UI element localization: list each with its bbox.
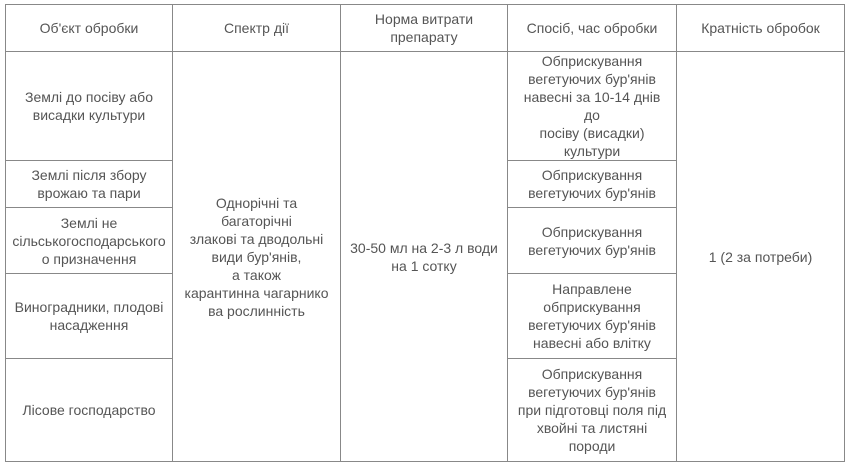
object-cell: Землі не сільськогосподарського о призначення: [6, 208, 173, 274]
usage-table: [5, 4, 845, 462]
object-cell: Лісове господарство: [6, 359, 173, 462]
header-method: Спосіб, час обробки: [508, 5, 677, 52]
method-cell: Направлене обприскування вегетуючих бур'янів навесні або влітку: [508, 274, 677, 359]
frequency-cell: 1 (2 за потреби): [677, 52, 845, 462]
method-cell: Обприскування вегетуючих бур'янів: [508, 208, 677, 274]
header-rate: Норма витрати препарату: [341, 5, 508, 52]
header-spectrum: Спектр дії: [173, 5, 341, 52]
header-frequency: Кратність обробок: [677, 5, 845, 52]
table-row: [6, 52, 845, 161]
object-cell: Землі до посіву або висадки культури: [6, 52, 173, 161]
header-object: Об'єкт обробки: [6, 5, 173, 52]
method-cell: Обприскування вегетуючих бур'янів при підготовці поля під хвойні та листяні породи: [508, 359, 677, 462]
method-cell: Обприскування вегетуючих бур'янів навесні за 10-14 днів до посіву (висадки) культури: [508, 52, 677, 161]
rate-cell: 30-50 мл на 2-3 л води на 1 сотку: [341, 52, 508, 462]
table-header-row: [6, 5, 845, 52]
method-cell: Обприскування вегетуючих бур'янів: [508, 161, 677, 208]
object-cell: Виноградники, плодові насадження: [6, 274, 173, 359]
spectrum-cell: Однорічні та багаторічні злакові та дводольні види бур'янів, а також карантинна чагарнико ва рослинність: [173, 52, 341, 462]
object-cell: Землі після збору врожаю та пари: [6, 161, 173, 208]
